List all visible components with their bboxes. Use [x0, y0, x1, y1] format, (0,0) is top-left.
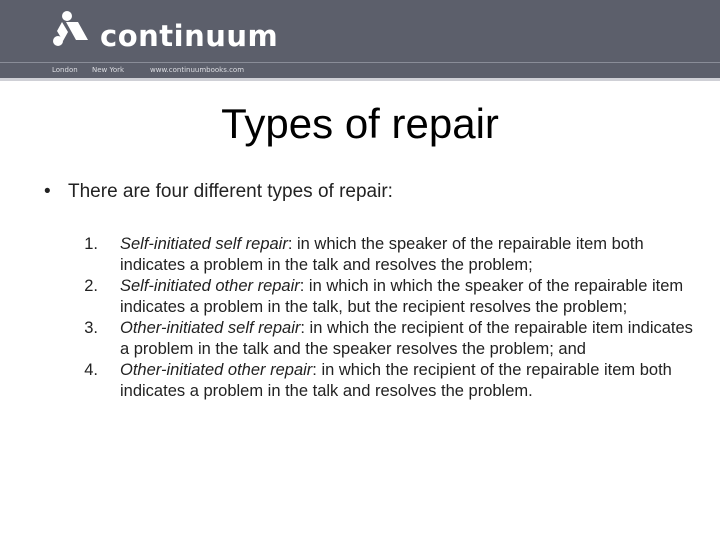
list-item — [60, 318, 700, 360]
slide-title: Types of repair — [221, 100, 499, 147]
list-item — [60, 360, 700, 402]
item-text — [120, 318, 695, 360]
item-number: 1. — [84, 235, 98, 253]
location-new-york: New York — [92, 66, 125, 74]
item-term: Other-initiated other repair — [120, 360, 313, 379]
item-text — [120, 276, 695, 318]
repair-types-list — [60, 234, 700, 402]
bullet-icon: • — [44, 181, 51, 202]
item-description: : in which the recipient of the repairable item both indicates a problem in the talk and resolves the problem. — [120, 360, 672, 400]
publisher-subbar — [0, 62, 720, 79]
header-divider — [0, 78, 720, 81]
intro-text: There are four different types of repair: — [68, 181, 393, 202]
brand-name: continuum — [100, 19, 279, 53]
item-description: : in which the recipient of the repairable item indicates a problem in the talk and the speaker resolves the problem; and — [120, 318, 693, 358]
location-london: London — [52, 66, 78, 74]
item-description: : in which the speaker of the repairable item both indicates a problem in the talk and resolves the problem; — [120, 235, 644, 274]
item-text — [120, 360, 695, 402]
list-item — [60, 234, 700, 276]
item-term: Self-initiated other repair — [120, 276, 300, 295]
item-term: Self-initiated self repair — [120, 235, 288, 253]
list-item — [60, 276, 700, 318]
item-term: Other-initiated self repair — [120, 318, 301, 337]
continuum-logo-icon — [48, 8, 92, 52]
intro-bullet — [44, 181, 684, 204]
item-number: 2. — [84, 276, 98, 295]
publisher-url[interactable]: www.continuumbooks.com — [150, 66, 245, 74]
item-number: 4. — [84, 360, 98, 379]
item-text — [120, 234, 695, 276]
item-number: 3. — [84, 318, 98, 337]
item-description: : in which in which the speaker of the repairable item indicates a problem in the talk, but the recipient resolves the problem; — [120, 276, 684, 316]
